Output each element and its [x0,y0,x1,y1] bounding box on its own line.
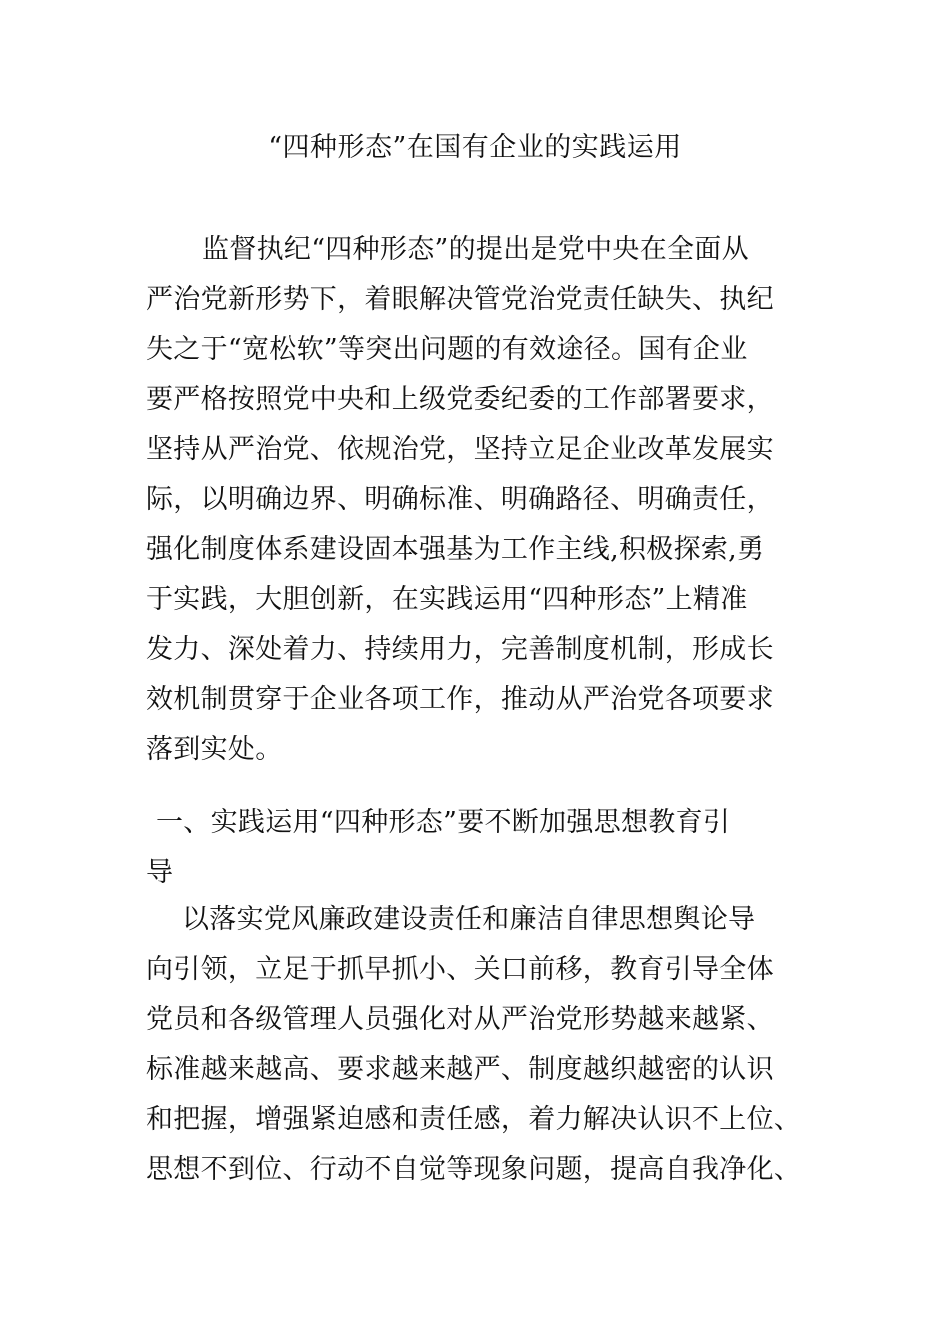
heading-line: 一、实践运用“四种形态”要不断加强思想教育引 [156,807,731,838]
paragraph-line: 于实践，大胆创新，在实践运用“四种形态”上精准 [146,584,748,615]
intro-paragraph [146,225,826,775]
paragraph-line: 以落实党风廉政建设责任和廉洁自律思想舆论导 [182,904,756,935]
paragraph-line: 坚持从严治党、依规治党，坚持立足企业改革发展实 [146,434,774,465]
paragraph-line: 强化制度体系建设固本强基为工作主线,积极探索,勇 [146,534,765,565]
paragraph-line: 际，以明确边界、明确标准、明确路径、明确责任， [146,484,774,515]
paragraph-line: 要严格按照党中央和上级党委纪委的工作部署要求， [146,384,774,415]
document-title: “四种形态”在国有企业的实践运用 [268,132,682,163]
paragraph-line: 党员和各级管理人员强化对从严治党形势越来越紧、 [146,1004,774,1035]
paragraph-line: 向引领，立足于抓早抓小、关口前移，教育引导全体 [146,954,774,985]
section-1-paragraph [146,895,826,1195]
paragraph-line: 思想不到位、行动不自觉等现象问题，提高自我净化、 [146,1154,802,1185]
paragraph-line: 监督执纪“四种形态”的提出是党中央在全面从 [202,234,749,265]
paragraph-line: 和把握，增强紧迫感和责任感，着力解决认识不上位、 [146,1104,802,1135]
paragraph-line: 失之于“宽松软”等突出问题的有效途径。国有企业 [146,334,748,365]
paragraph-line: 标准越来越高、要求越来越严、制度越织越密的认识 [146,1054,774,1085]
paragraph-line: 效机制贯穿于企业各项工作，推动从严治党各项要求 [146,684,774,715]
paragraph-line: 发力、深处着力、持续用力，完善制度机制，形成长 [146,634,774,665]
paragraph-line: 落到实处。 [146,734,283,765]
heading-line: 导 [146,857,174,888]
section-1-heading [146,798,826,898]
paragraph-line: 严治党新形势下，着眼解决管党治党责任缺失、执纪 [146,284,774,315]
